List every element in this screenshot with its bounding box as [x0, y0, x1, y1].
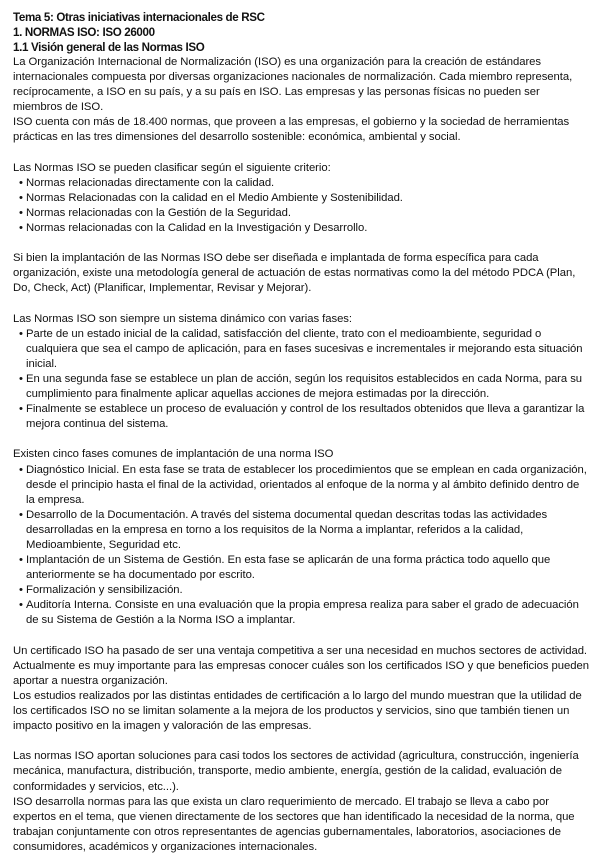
- classification-list: [13, 176, 589, 236]
- section-heading: 1. NORMAS ISO: ISO 26000: [13, 26, 155, 39]
- spacer: [13, 432, 589, 447]
- certificate-paragraph-1: Un certificado ISO ha pasado de ser una ventaja competitiva a ser una necesidad en muchos sectores de actividad. Actualmente es muy importante para las empresas conocer cuáles son los certificados ISO y que beneficios pueden aportar a nuestra organización.: [13, 644, 589, 687]
- list-item: • Desarrollo de la Documentación. A través del sistema documental quedan descritas todas las actividades desarrolladas en la empresa en torno a los requisitos de la Norma a implantar, referidos a la calidad, Medioambiente, Seguridad etc.: [13, 508, 589, 553]
- spacer: [13, 146, 589, 161]
- intro-paragraph-2: ISO cuenta con más de 18.400 normas, que proveen a las empresas, el gobierno y la sociedad de herramientas prácticas en las tres dimensiones del desarrollo sostenible: económica, ambiental y social.: [13, 116, 570, 144]
- list-item: • Normas relacionadas con la Gestión de la Seguridad.: [13, 206, 589, 221]
- spacer: [13, 629, 589, 644]
- spacer: [13, 236, 589, 251]
- list-item: • Formalización y sensibilización.: [13, 583, 589, 598]
- list-item: • Parte de un estado inicial de la calidad, satisfacción del cliente, trato con el medioambiente, seguridad o cualquiera que sea el campo de aplicación, para en fases sucesivas e incrementales ir mejorando esta situación inicial.: [13, 327, 589, 372]
- spacer: [13, 297, 589, 312]
- list-item: • Normas relacionadas con la Calidad en la Investigación y Desarrollo.: [13, 221, 589, 236]
- subsection-heading: 1.1 Visión general de las Normas ISO: [13, 41, 205, 54]
- certificate-paragraph-2: Los estudios realizados por las distintas entidades de certificación a lo largo del mundo muestran que la utilidad de los certificados ISO no se limitan solamente a la mejora de los productos y servicios, sino que también tienen un impacto positivo en la imagen y valoración de las empresas.: [13, 689, 582, 733]
- sectors-paragraph-1: Las normas ISO aportan soluciones para casi todos los sectores de actividad (agricultura, construcción, ingeniería mecánica, manufactura, distribución, transporte, medio ambiente, energía, gestión de la calidad, evaluación de conformidades y servicios, etc...).: [13, 750, 579, 793]
- dynamic-intro: Las Normas ISO son siempre un sistema dinámico con varias fases:: [13, 312, 352, 325]
- intro-paragraph-1: La Organización Internacional de Normalización (ISO) es una organización para la creación de estándares internacionales compuesta por diversas organizaciones nacionales de normalización. Cada miembro representa, recíprocamente, a ISO en su país, y a su país en ISO. Las empresas y las personas físicas no pueden ser miembros de ISO.: [13, 56, 573, 114]
- phases-intro: Existen cinco fases comunes de implantación de una norma ISO: [13, 448, 334, 461]
- list-item: • Implantación de un Sistema de Gestión. En esta fase se aplicarán de una forma práctica todo aquello que anteriormente se ha documentado por escrito.: [13, 553, 589, 583]
- dynamic-phase-list: [13, 327, 589, 433]
- list-item: • Auditoría Interna. Consiste en una evaluación que la propia empresa realiza para saber el grado de adecuación de su Sistema de Gestión a la Norma ISO a implantar.: [13, 598, 589, 628]
- sectors-paragraph-2: ISO desarrolla normas para las que exista un claro requerimiento de mercado. El trabajo se lleva a cabo por expertos en el tema, que vienen directamente de los sectores que han identificado la necesidad de la norma, que trabajan conjuntamente con otros representantes de agencias gubernamentales, laboratorios, asociaciones de consumidores, académicos y organizaciones internacionales.: [13, 795, 575, 853]
- list-item: • Diagnóstico Inicial. En esta fase se trata de establecer los procedimientos que se emplean en cada organización, desde el principio hasta el final de la actividad, orientados al enfoque de la norma y al ámbito definido dentro de la empresa.: [13, 463, 589, 508]
- implementation-phase-list: [13, 463, 589, 629]
- list-item: • Normas Relacionadas con la calidad en el Medio Ambiente y Sostenibilidad.: [13, 191, 589, 206]
- document-title: Tema 5: Otras iniciativas internacionales de RSC: [13, 11, 265, 24]
- list-item: • En una segunda fase se establece un plan de acción, según los requisitos establecidos en cada Norma, para su cumplimiento para finalmente aplicar aquellas acciones de mejora estimadas por la dirección.: [13, 372, 589, 402]
- pdca-paragraph: Si bien la implantación de las Normas ISO debe ser diseñada e implantada de forma específica para cada organización, existe una metodología general de actuación de estas normativas como la del método PDCA (Plan, Do, Check, Act) (Planificar, Implementar, Revisar y Mejorar).: [13, 252, 576, 295]
- spacer: [13, 734, 589, 749]
- classification-intro: Las Normas ISO se pueden clasificar según el siguiente criterio:: [13, 161, 331, 174]
- list-item: • Finalmente se establece un proceso de evaluación y control de los resultados obtenidos que lleva a garantizar la mejora continua del sistema.: [13, 402, 589, 432]
- list-item: • Normas relacionadas directamente con la calidad.: [13, 176, 589, 191]
